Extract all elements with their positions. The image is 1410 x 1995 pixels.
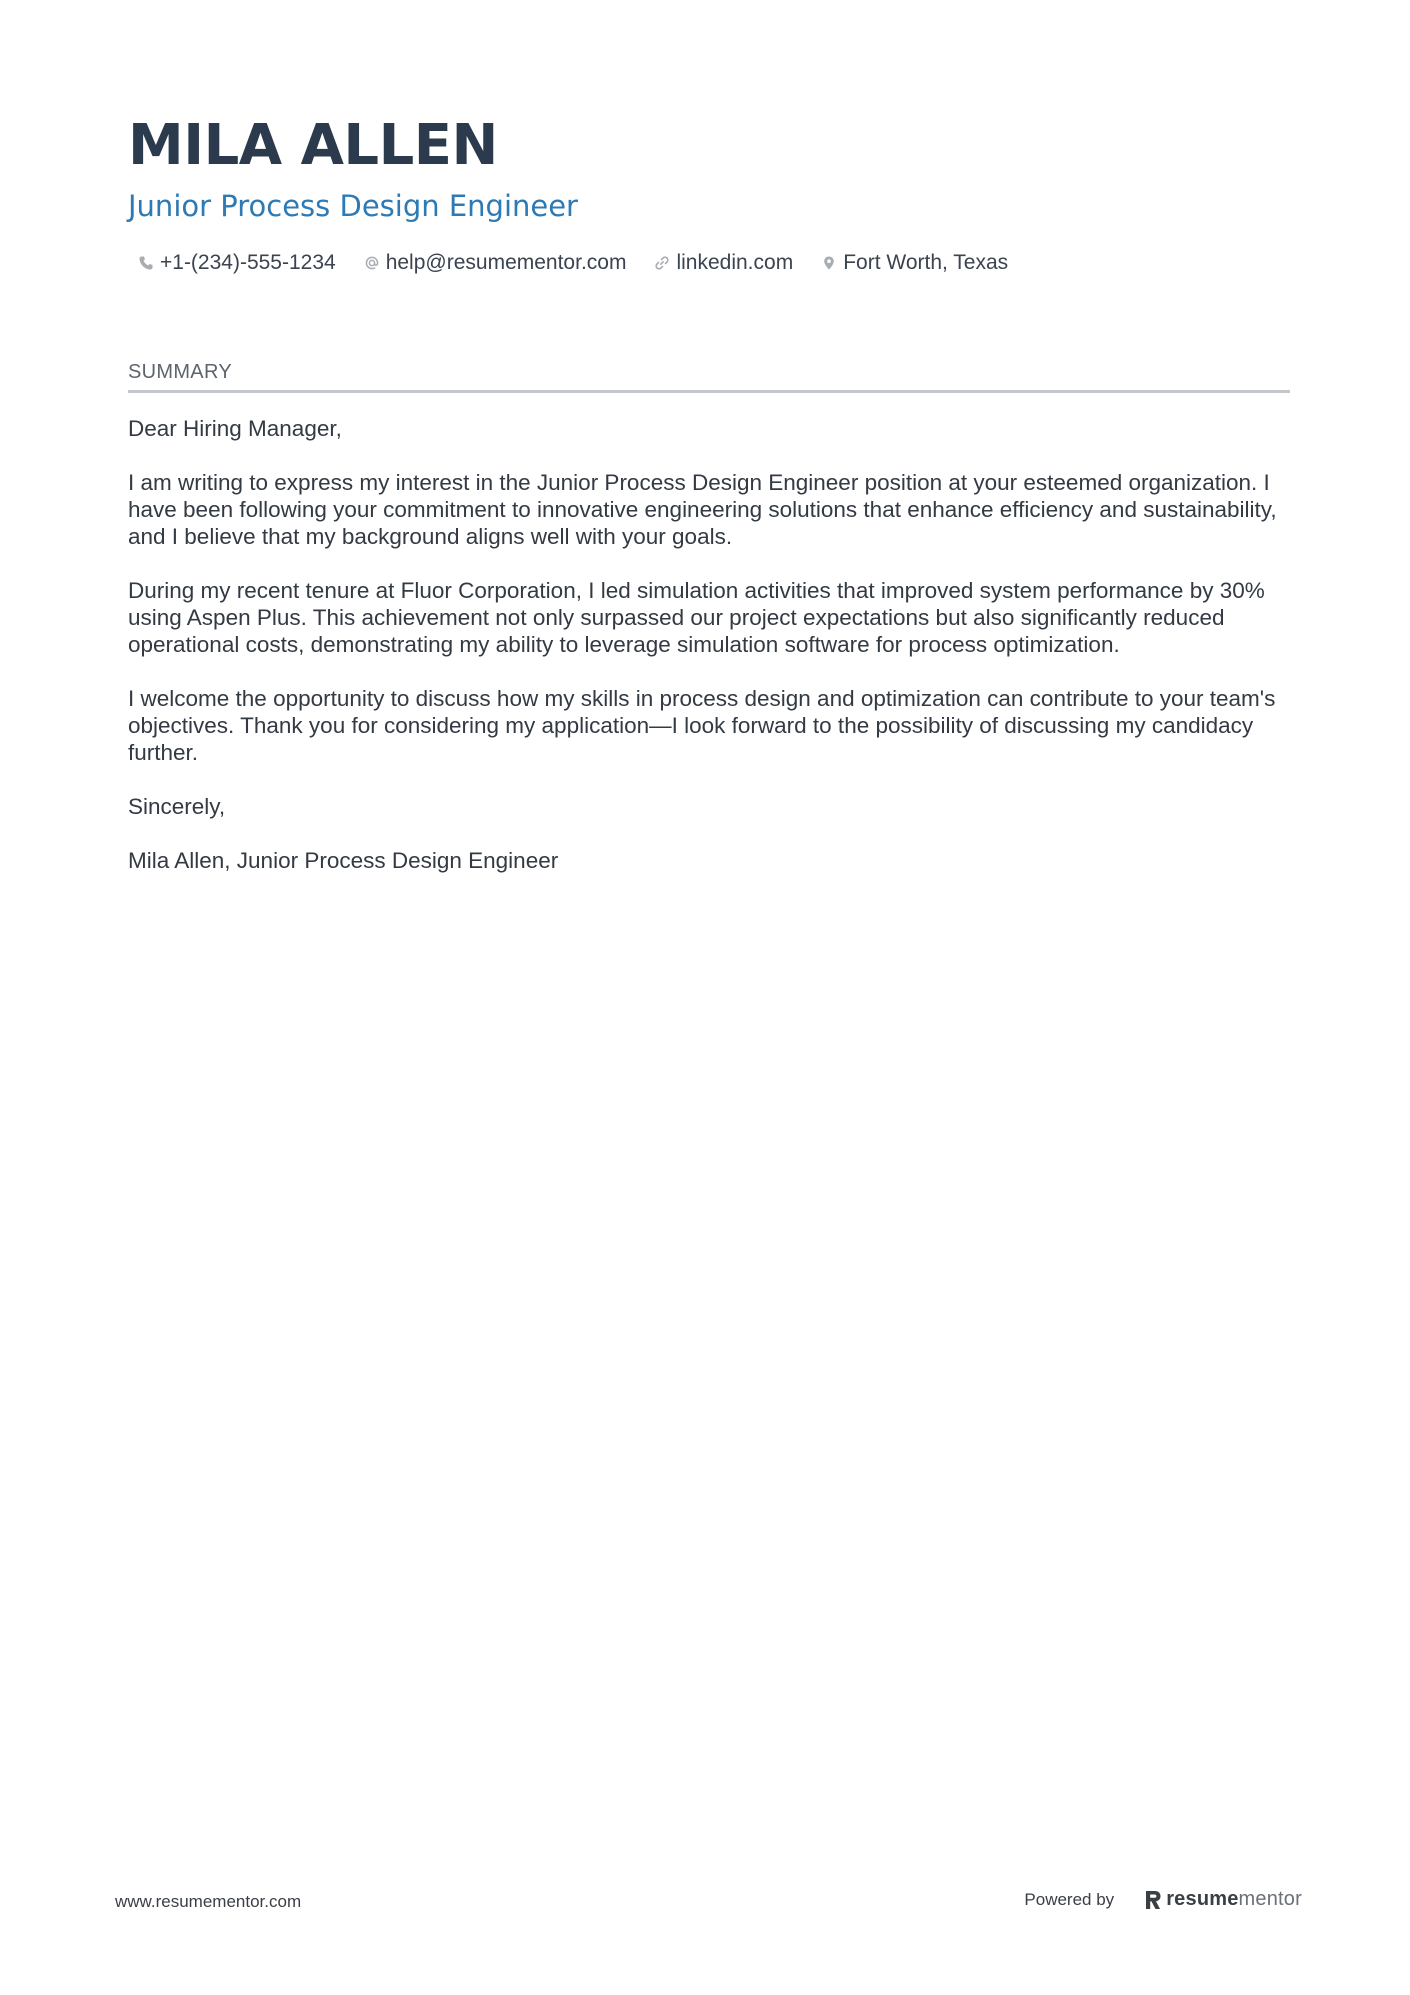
powered-by-label: Powered by — [1024, 1889, 1115, 1909]
location-pin-icon — [819, 253, 839, 273]
section-title: SUMMARY — [128, 358, 1290, 393]
email-text: help@resumementor.com — [385, 251, 627, 274]
linkedin-text: linkedin.com — [676, 251, 794, 274]
brand-logo[interactable] — [1144, 1888, 1302, 1911]
contact-bar — [128, 248, 1288, 278]
header — [128, 108, 1288, 278]
location-text: Fort Worth, Texas — [843, 251, 1009, 274]
letter-paragraph: I am writing to express my interest in the Junior Process Design Engineer position at your esteemed organization. I have been following your commitment to innovative engineering solutions that enhance efficiency and sustainability, and I believe that my background aligns well with your goals. — [128, 470, 1277, 549]
letter-body — [128, 415, 1290, 874]
contact-location — [819, 251, 1008, 275]
contact-linkedin — [652, 251, 793, 275]
brand-name-part2: mentor — [1238, 1888, 1302, 1910]
resumementor-logo-icon — [1144, 1889, 1162, 1911]
salutation: Dear Hiring Manager, — [128, 416, 342, 441]
closing: Sincerely, — [128, 794, 226, 819]
link-icon — [652, 253, 672, 273]
letter-paragraph: I welcome the opportunity to discuss how my skills in process design and optimization can contribute to your team's objectives. Thank you for considering my application—I look forward to the possibility of discussing my candidacy further. — [128, 686, 1276, 765]
contact-phone — [136, 251, 336, 275]
job-title: Junior Process Design Engineer — [128, 189, 578, 223]
at-icon — [362, 253, 382, 273]
footer-website[interactable]: www.resumementor.com — [115, 1892, 302, 1911]
candidate-name: MILA ALLEN — [128, 113, 498, 178]
letter-paragraph: During my recent tenure at Fluor Corporation, I led simulation activities that improved system performance by 30% using Aspen Plus. This achievement not only surpassed our project expectations but also significantly reduced operational costs, demonstrating my ability to leverage simulation software for process optimization. — [128, 578, 1265, 657]
summary-section — [128, 358, 1290, 901]
brand-name-part1: resume — [1166, 1888, 1239, 1910]
footer-branding — [1024, 1888, 1302, 1911]
signature-line: Mila Allen, Junior Process Design Engineer — [128, 848, 559, 873]
phone-text: +1-(234)-555-1234 — [160, 251, 336, 274]
contact-email — [362, 251, 627, 275]
phone-icon — [136, 253, 156, 273]
